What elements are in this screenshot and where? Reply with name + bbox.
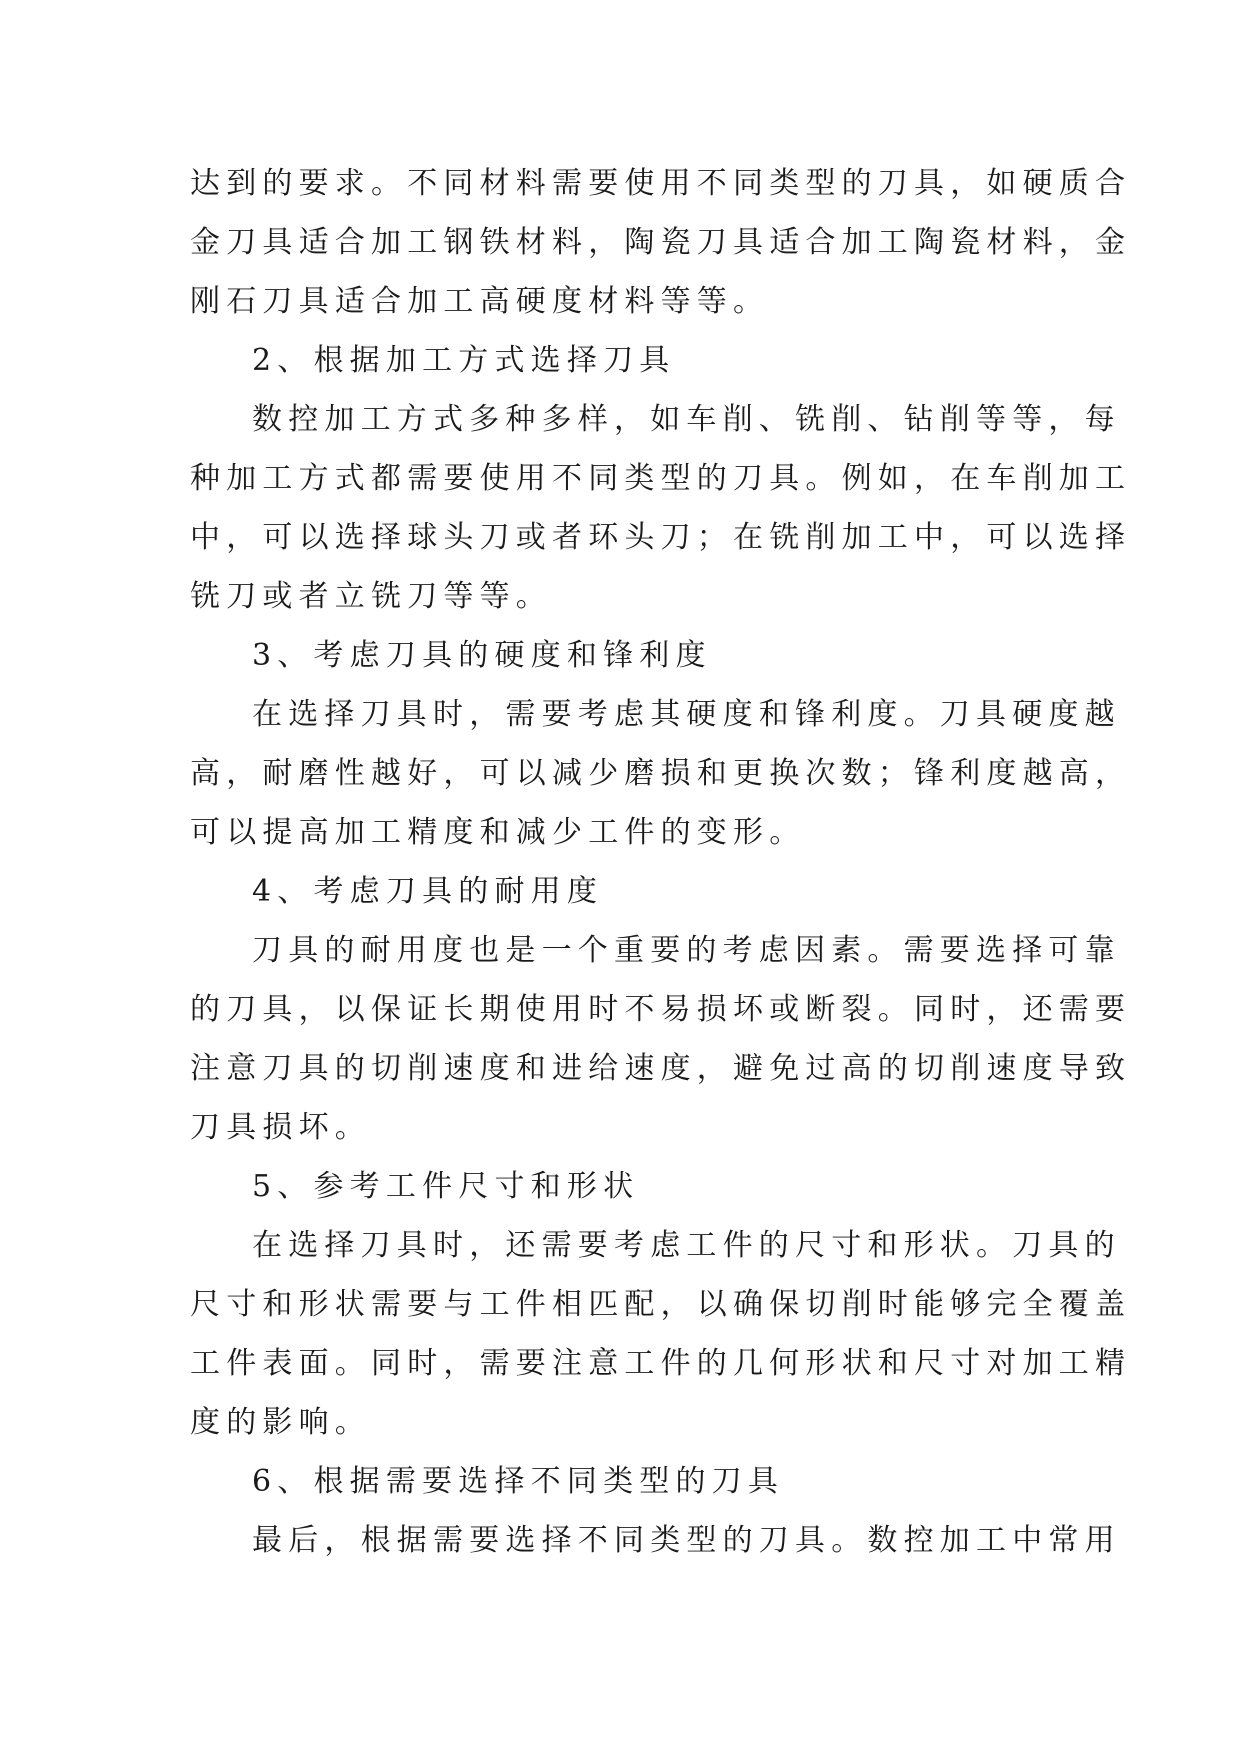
text-line: 铣刀或者立铣刀等等。 xyxy=(190,579,552,614)
section-heading: 5、参考工件尺寸和形状 xyxy=(252,1169,640,1204)
text-line: 种加工方式都需要使用不同类型的刀具。例如，在车削加工 xyxy=(190,461,1132,496)
section-heading: 6、根据需要选择不同类型的刀具 xyxy=(252,1464,785,1499)
text-line: 度的影响。 xyxy=(190,1405,371,1440)
text-line: 可以提高加工精度和减少工件的变形。 xyxy=(190,815,806,850)
text-line: 最后，根据需要选择不同类型的刀具。数控加工中常用 xyxy=(252,1523,1121,1558)
text-line: 中，可以选择球头刀或者环头刀；在铣削加工中，可以选择 xyxy=(190,520,1132,555)
text-line: 注意刀具的切削速度和进给速度，避免过高的切削速度导致 xyxy=(190,1051,1132,1086)
text-line: 数控加工方式多种多样，如车削、铣削、钻削等等，每 xyxy=(252,402,1121,437)
text-line: 在选择刀具时，还需要考虑工件的尺寸和形状。刀具的 xyxy=(252,1228,1121,1263)
section-heading: 4、考虑刀具的耐用度 xyxy=(252,874,604,909)
text-line: 的刀具，以保证长期使用时不易损坏或断裂。同时，还需要 xyxy=(190,992,1132,1027)
text-line: 尺寸和形状需要与工件相匹配，以确保切削时能够完全覆盖 xyxy=(190,1287,1132,1322)
text-line: 金刀具适合加工钢铁材料，陶瓷刀具适合加工陶瓷材料，金 xyxy=(190,225,1132,260)
section-heading: 3、考虑刀具的硬度和锋利度 xyxy=(252,638,712,673)
text-line: 达到的要求。不同材料需要使用不同类型的刀具，如硬质合 xyxy=(190,166,1132,201)
section-heading: 2、根据加工方式选择刀具 xyxy=(252,343,676,378)
text-line: 工件表面。同时，需要注意工件的几何形状和尺寸对加工精 xyxy=(190,1346,1132,1381)
text-line: 在选择刀具时，需要考虑其硬度和锋利度。刀具硬度越 xyxy=(252,697,1121,732)
text-line: 高，耐磨性越好，可以减少磨损和更换次数；锋利度越高， xyxy=(190,756,1132,791)
text-line: 刚石刀具适合加工高硬度材料等等。 xyxy=(190,284,770,319)
text-line: 刀具损坏。 xyxy=(190,1110,371,1145)
text-line: 刀具的耐用度也是一个重要的考虑因素。需要选择可靠 xyxy=(252,933,1121,968)
